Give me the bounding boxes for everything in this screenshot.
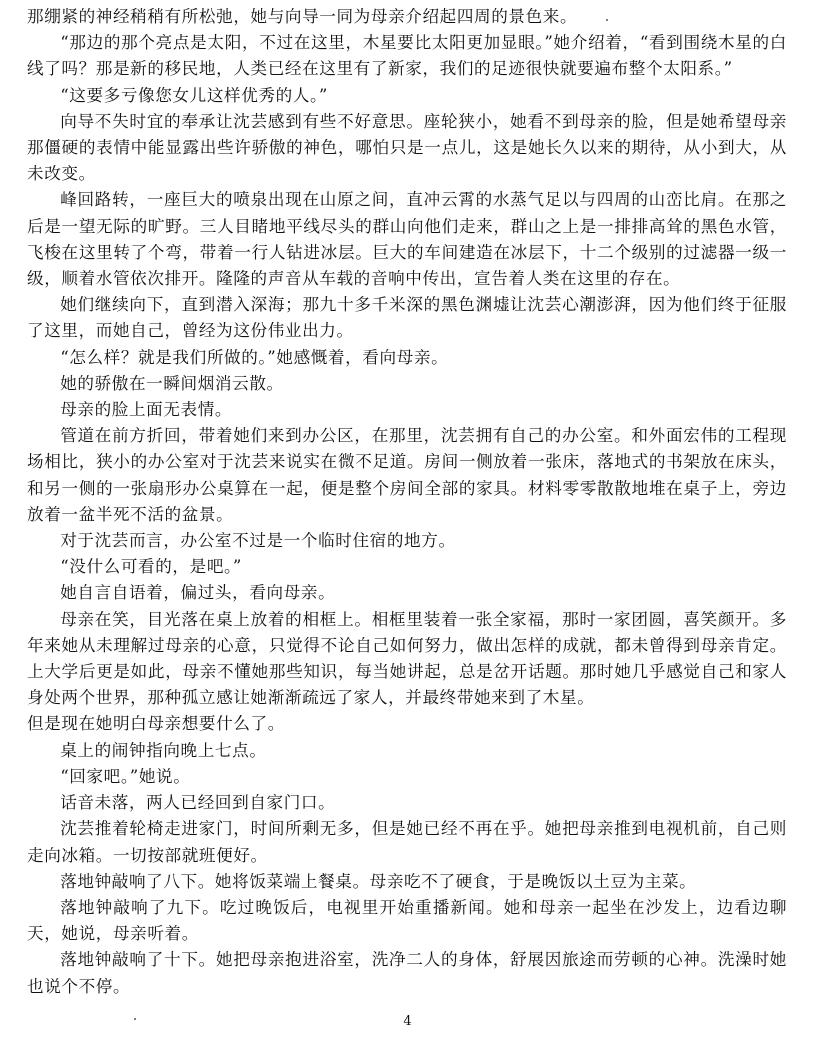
paragraph: 她们继续向下，直到潜入深海；那九十多千米深的黑色渊墟让沈芸心潮澎湃，因为他们终于征服了这里，而她自己，曾经为这份伟业出力。: [27, 295, 787, 341]
paragraph: 母亲的脸上面无表情。: [60, 400, 233, 420]
body-text: [27, 4, 787, 1000]
paragraph: 落地钟敲响了十下。她把母亲抱进浴室，洗净二人的身体，舒展因旅途而劳顿的心神。洗澡时她也说个不停。: [27, 950, 787, 996]
paragraph: “没什么可看的，是吧。”: [60, 557, 242, 577]
paragraph: 她的骄傲在一瞬间烟消云散。: [60, 373, 284, 393]
paragraph: “怎么样？就是我们所做的。”她感慨着，看向母亲。: [60, 347, 449, 367]
paragraph: 话音未落，两人已经回到自家门口。: [60, 793, 336, 813]
paragraph: 峰回路转，一座巨大的喷泉出现在山原之间，直冲云霄的水蒸气足以与四周的山峦比肩。在那之后是一望无际的旷野。三人目睹地平线尽头的群山向他们走来，群山之上是一排排高耸的黑色水管，飞梭在这里转了个弯，带着一行人钻进冰层。巨大的车间建造在冰层下，十二个级别的过滤器一级一级，顺着水管依次排开。隆隆的声音从车载的音响中传出，宣告着人类在这里的存在。: [27, 190, 787, 289]
paragraph: “那边的那个亮点是太阳，不过在这里，木星要比太阳更加显眼。”她介绍着，“看到围绕木星的白线了吗？那是新的移民地，人类已经在这里有了新家，我们的足迹很快就要遍布整个太阳系。”: [27, 33, 787, 79]
paragraph: “回家吧。”她说。: [60, 766, 191, 786]
page-number: 4: [403, 1014, 412, 1029]
paragraph: 沈芸推着轮椅走进家门，时间所剩无多，但是她已经不再在乎。她把母亲推到电视机前，自己则走向冰箱。一切按部就班便好。: [27, 819, 787, 865]
paragraph: 她自言自语着，偏过头，看向母亲。: [60, 583, 336, 603]
paragraph: 管道在前方折回，带着她们来到办公区，在那里，沈芸拥有自己的办公室。和外面宏伟的工程现场相比，狭小的办公室对于沈芸来说实在微不足道。房间一侧放着一张床，落地式的书架放在床头，和另一侧的一张扇形办公桌算在一起，便是整个房间全部的家具。材料零零散散地堆在桌子上，旁边放着一盆半死不活的盆景。: [27, 426, 787, 524]
paragraph: 那绷紧的神经稍稍有所松弛，她与向导一同为母亲介绍起四周的景色来。: [27, 7, 578, 26]
paragraph: 落地钟敲响了八下。她将饭菜端上餐桌。母亲吃不了硬食，于是晚饭以土豆为主菜。: [60, 871, 697, 891]
paragraph: 但是现在她明白母亲想要什么了。: [27, 714, 285, 734]
paragraph: 对于沈芸而言，办公室不过是一个临时住宿的地方。: [60, 531, 456, 551]
paragraph: 桌上的闹钟指向晚上七点。: [60, 740, 267, 760]
scan-speck: [606, 19, 608, 21]
paragraph: 母亲在笑，目光落在桌上放着的相框上。相框里装着一张全家福，那时一家团圆，喜笑颜开。多年来她从未理解过母亲的心意，只觉得不论自己如何努力，做出怎样的成就，都未曾得到母亲肯定。上大学后更是如此，母亲不懂她那些知识，每当她讲起，总是岔开话题。那时她几乎感觉自己和家人身处两个世界，那种孤立感让她渐渐疏远了家人，并最终带她来到了木星。: [27, 609, 787, 708]
paragraph: “这要多亏像您女儿这样优秀的人。”: [60, 85, 328, 105]
paragraph: 落地钟敲响了九下。吃过晚饭后，电视里开始重播新闻。她和母亲一起坐在沙发上，边看边聊天，她说，母亲听着。: [27, 897, 787, 944]
paragraph: 向导不失时宜的奉承让沈芸感到有些不好意思。座轮狭小，她看不到母亲的脸，但是她希望母亲那僵硬的表情中能显露出些许骄傲的神色，哪怕只是一点儿，这是她长久以来的期待，从小到大，从未改变。: [27, 111, 787, 184]
